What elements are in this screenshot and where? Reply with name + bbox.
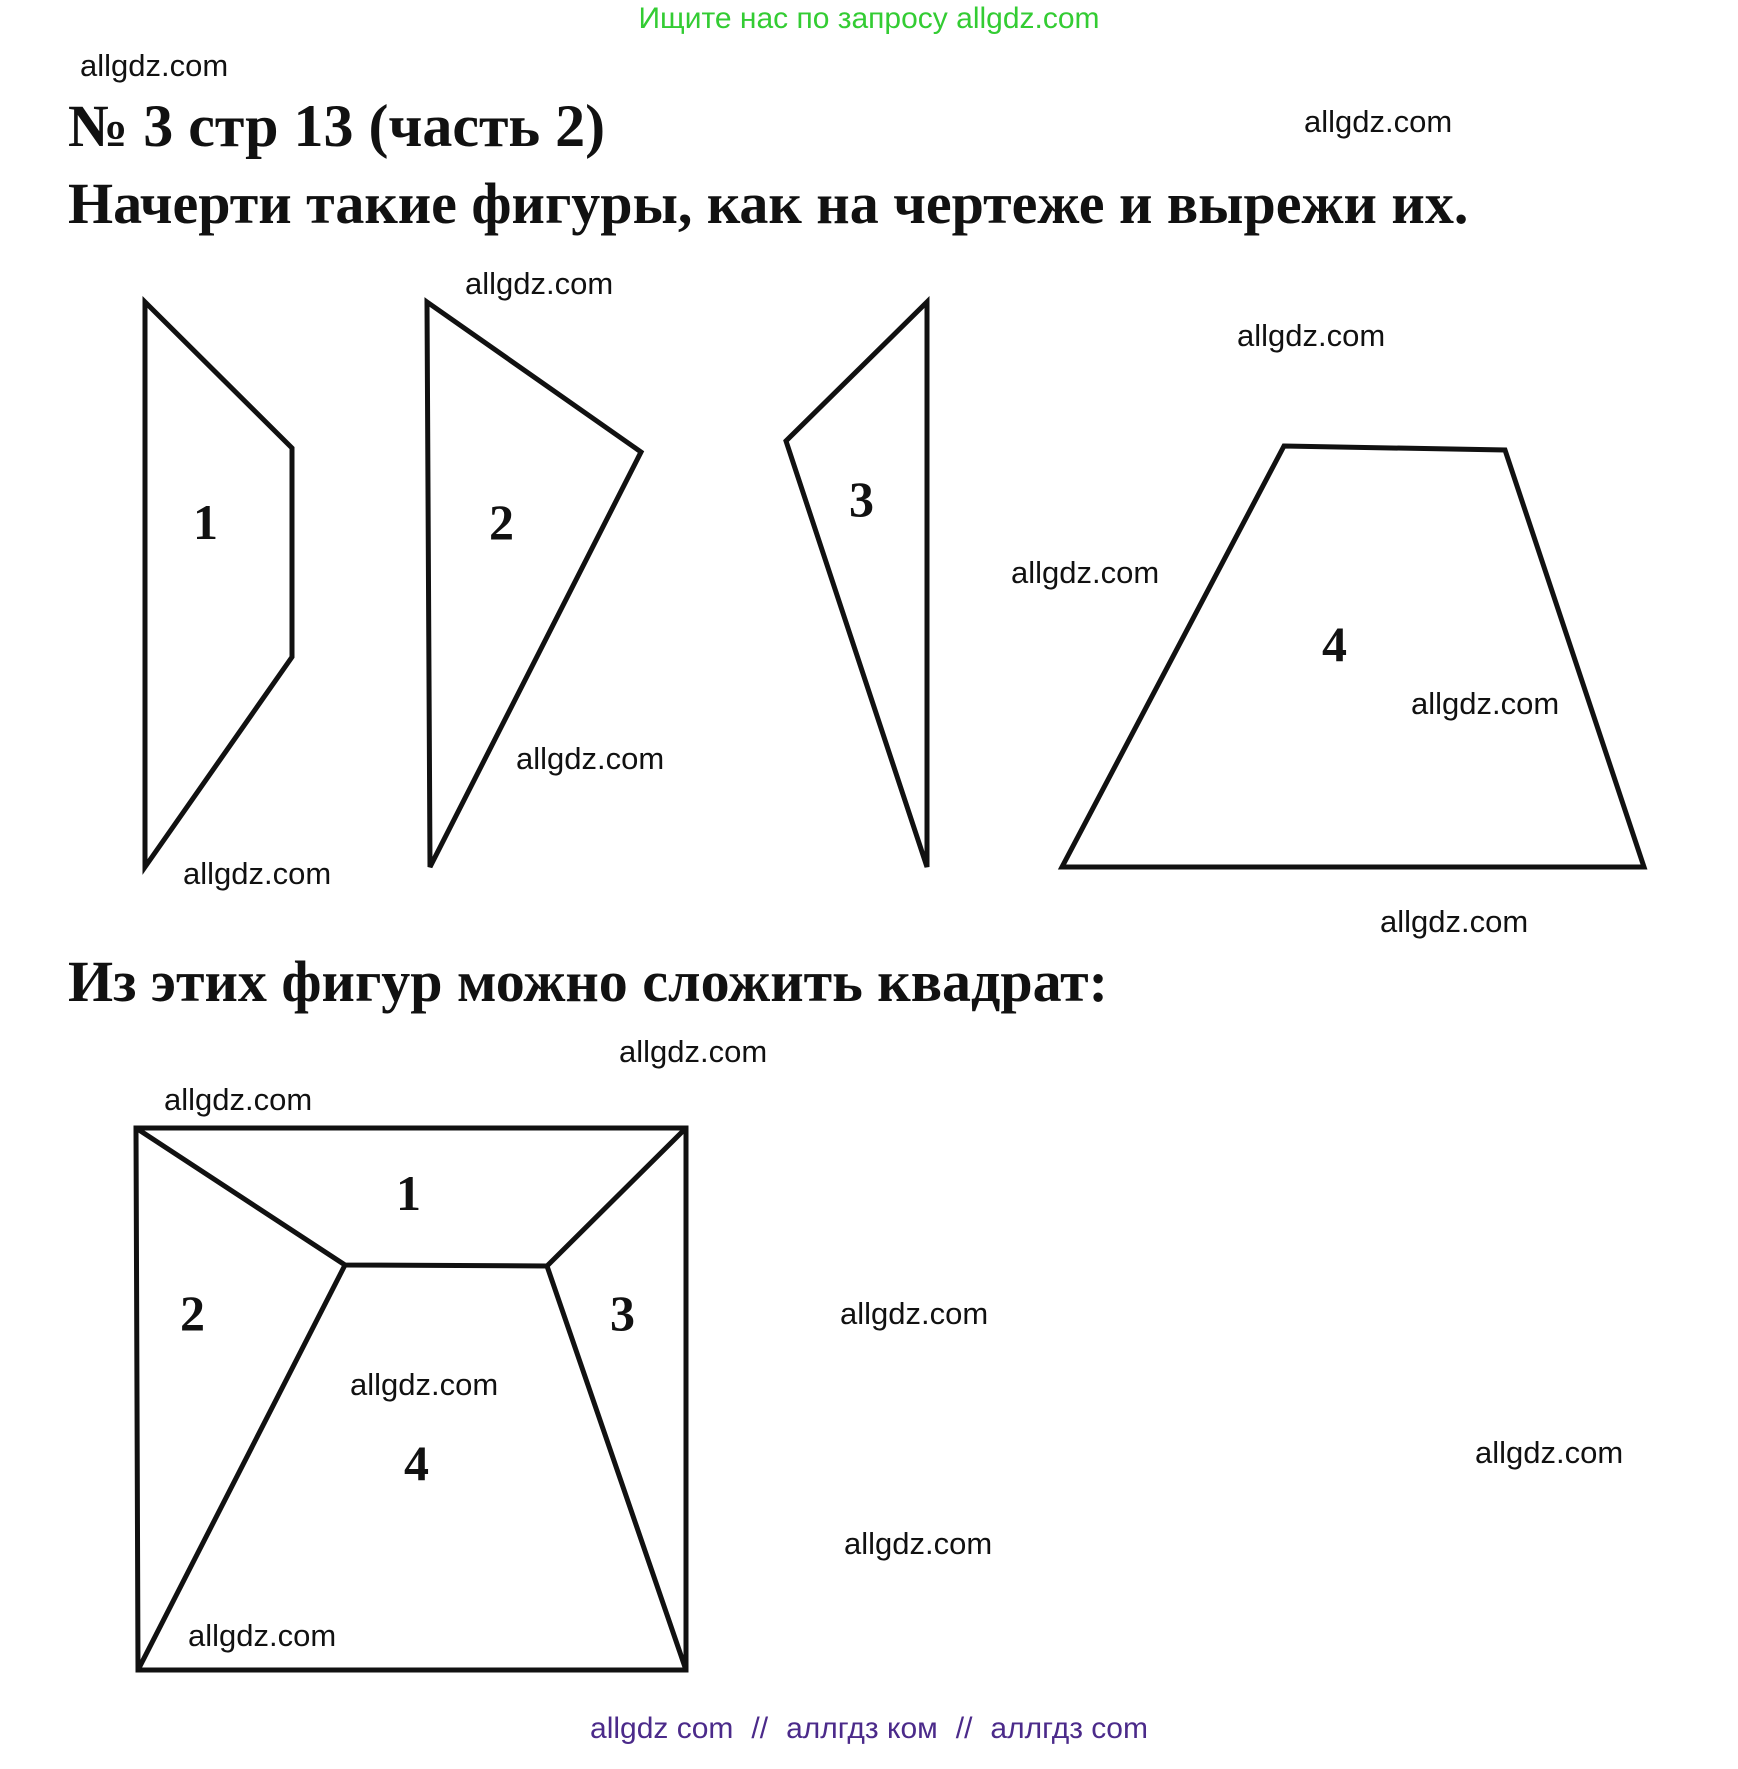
square-label-1: 1	[396, 1165, 421, 1221]
watermark: allgdz.com	[350, 1367, 499, 1402]
figure-4-label: 4	[1322, 616, 1347, 672]
watermark: allgdz.com	[80, 48, 229, 83]
watermark: allgdz.com	[1475, 1435, 1624, 1470]
watermark: allgdz.com	[1237, 318, 1386, 353]
watermark: allgdz.com	[183, 856, 332, 891]
footer-part-1: allgdz com	[590, 1712, 734, 1745]
watermark: allgdz.com	[1011, 555, 1160, 590]
figure-1-shape	[145, 302, 292, 867]
watermark: allgdz.com	[1304, 104, 1453, 139]
watermark: allgdz.com	[465, 266, 614, 301]
watermark: allgdz.com	[164, 1082, 313, 1117]
figure-3-shape	[786, 302, 927, 867]
figure-1-label: 1	[193, 494, 218, 550]
footer-part-3: аллгдз com	[990, 1712, 1148, 1745]
square-piece-2-edge	[138, 1265, 345, 1670]
watermark: allgdz.com	[840, 1296, 989, 1331]
square-label-2: 2	[180, 1285, 205, 1341]
watermark: allgdz.com	[516, 741, 665, 776]
top-banner: Ищите нас по запросу allgdz.com	[638, 2, 1100, 35]
footer-separator: //	[955, 1712, 973, 1745]
watermark: allgdz.com	[1411, 686, 1560, 721]
watermark: allgdz.com	[844, 1526, 993, 1561]
task-number-heading: № 3 стр 13 (часть 2)	[68, 93, 606, 159]
figure-4-shape	[1062, 446, 1644, 867]
square-caption: Из этих фигур можно сложить квадрат:	[68, 949, 1108, 1014]
figure-3-label: 3	[849, 471, 874, 527]
watermark: allgdz.com	[188, 1618, 337, 1653]
square-label-3: 3	[610, 1285, 635, 1341]
footer	[0, 1712, 1738, 1746]
footer-separator: //	[751, 1712, 769, 1745]
watermark: allgdz.com	[1380, 904, 1529, 939]
watermark: allgdz.com	[619, 1034, 768, 1069]
task-instruction: Начерти такие фигуры, как на чертеже и вырежи их.	[68, 171, 1469, 236]
footer-part-2: аллгдз ком	[786, 1712, 938, 1745]
figure-2-label: 2	[489, 494, 514, 550]
square-label-4: 4	[404, 1435, 429, 1491]
figure-2-shape	[427, 302, 641, 867]
